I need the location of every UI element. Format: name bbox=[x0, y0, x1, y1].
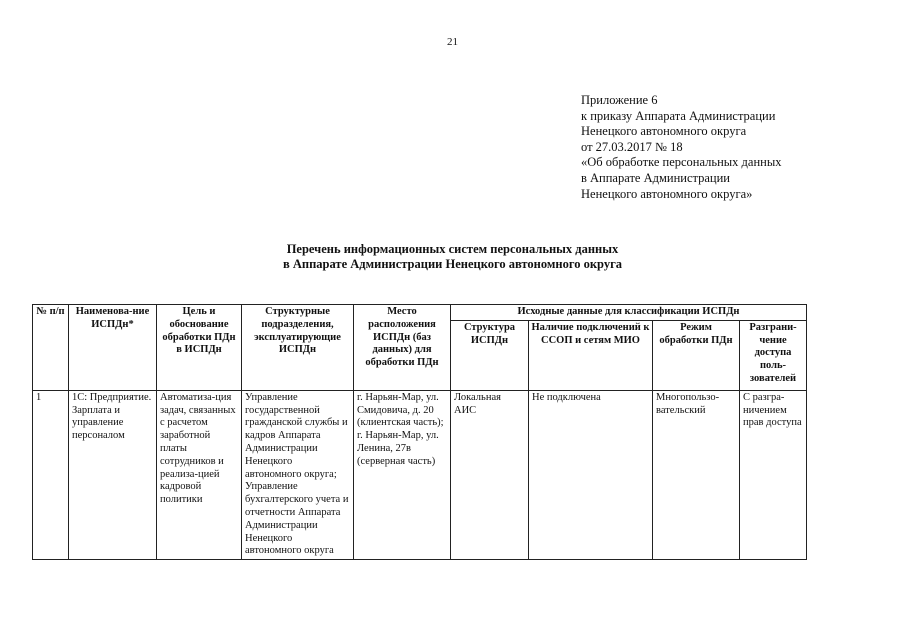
table-header-row bbox=[33, 305, 807, 321]
appendix-header bbox=[581, 93, 781, 202]
appendix-line: «Об обработке персональных данных bbox=[581, 155, 782, 170]
cell-purpose: Автоматиза-ция задач, связанных с расчетом заработной платы сотрудников и реализа-цией кадровой политики bbox=[157, 390, 242, 559]
table-row bbox=[33, 390, 807, 559]
cell-location: г. Нарьян-Мар, ул. Смидовича, д. 20 (клиентская часть); г. Нарьян-Мар, ул. Ленина, 27в (серверная часть) bbox=[354, 390, 451, 559]
header-mode: Режим обработки ПДн bbox=[653, 320, 740, 390]
appendix-line: в Аппарате Администрации bbox=[581, 170, 730, 185]
cell-structure: Локальная АИС bbox=[451, 390, 529, 559]
document-title-line: в Аппарате Администрации Ненецкого автономного округа bbox=[283, 256, 622, 271]
header-purpose: Цель и обоснование обработки ПДн в ИСПДн bbox=[157, 305, 242, 391]
appendix-line: к приказу Аппарата Администрации bbox=[581, 108, 776, 123]
appendix-line: Ненецкого автономного округа bbox=[581, 124, 747, 139]
appendix-line: от 27.03.2017 № 18 bbox=[581, 139, 683, 154]
cell-num: 1 bbox=[33, 390, 69, 559]
appendix-line: Приложение 6 bbox=[581, 93, 658, 107]
header-location: Место расположения ИСПДн (баз данных) для обработки ПДн bbox=[354, 305, 451, 391]
header-structure: Структура ИСПДн bbox=[451, 320, 529, 390]
document-title-line: Перечень информационных систем персональных данных bbox=[286, 242, 619, 256]
ispdn-registry-table bbox=[32, 304, 807, 560]
cell-access: С разгра-ничением прав доступа bbox=[740, 390, 807, 559]
header-name: Наименова-ние ИСПДн* bbox=[69, 305, 157, 391]
header-connections: Наличие подключений к ССОП и сетям МИО bbox=[529, 320, 653, 390]
cell-name: 1С: Предприятие. Зарплата и управление персоналом bbox=[69, 390, 157, 559]
header-classification-group: Исходные данные для классификации ИСПДн bbox=[451, 305, 807, 321]
header-access: Разграни-чение доступа поль-зователей bbox=[740, 320, 807, 390]
appendix-line: Ненецкого автономного округа» bbox=[581, 186, 753, 201]
cell-connections: Не подключена bbox=[529, 390, 653, 559]
cell-mode: Многопользо-вательский bbox=[653, 390, 740, 559]
page-number: 21 bbox=[447, 36, 458, 48]
document-title bbox=[0, 242, 905, 271]
header-divisions: Структурные подразделения, эксплуатирующие ИСПДн bbox=[242, 305, 354, 391]
cell-divisions: Управление государственной гражданской службы и кадров Аппарата Администрации Ненецкого автономного округа; Управление бухгалтерского учета и отчетности Аппарата Администрации Ненецкого автономного округа bbox=[242, 390, 354, 559]
header-num: № п/п bbox=[33, 305, 69, 391]
